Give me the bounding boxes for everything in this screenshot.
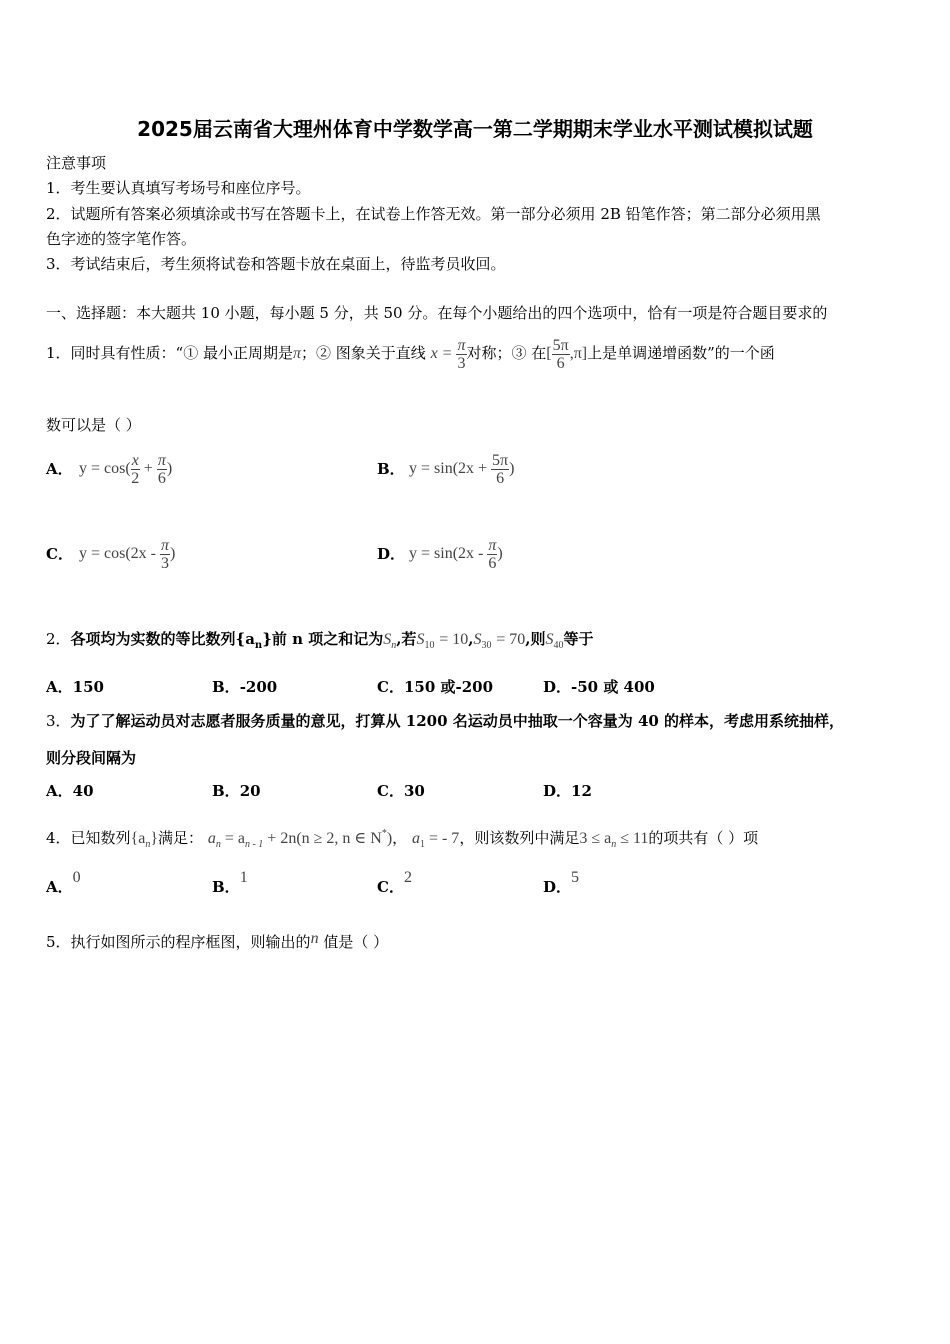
question-2: 2．各项均为实数的等比数列$\{a_n\}$前 n 项之和记为$S_n$,若$S_{10} = 10,S_{30} = 70$,则$S_{40}$等于 <box>46 630 594 651</box>
notice-item: 3．考试结束后，考生须将试卷和答题卡放在桌面上，待监考员收回。 <box>46 255 506 273</box>
option-c: C．2 <box>377 869 412 896</box>
question-number: 2． <box>46 630 71 648</box>
option-c: C． <box>46 545 73 563</box>
option-a-formula: y = cos( $\frac{x}{2}$ + $\frac{\pi}{6}$ ) <box>79 451 173 487</box>
option-b-formula: y = sin(2x + $\frac{5\pi}{6}$ ) <box>409 451 515 487</box>
math-recurrence: $a_n = a_{n - 1} + 2n(n \ge 2$, n ∈ N*) <box>207 828 393 850</box>
math-interval: [ $\frac{5\pi}{6}$ ,π] <box>546 336 588 372</box>
math-pi: π <box>293 345 302 362</box>
question-text: 同时具有性质：“① 最小正周期是 <box>70 344 293 362</box>
math-line-eq: x = $\frac{\pi}{3}$ <box>430 336 466 372</box>
math-inequality: $3 \le a_n \le 11$ <box>579 830 649 850</box>
option-d: D．-50 或 400 <box>543 678 655 696</box>
math-a1: $a_1$ = - 7 <box>411 830 460 850</box>
question-number: 3． <box>46 712 71 730</box>
option-c: C．150 或-200 <box>377 678 494 696</box>
option-c: C．30 <box>377 782 425 800</box>
option-c-formula: y = cos(2x - $\frac{\pi}{3}$ ) <box>79 536 176 572</box>
option-a: A．40 <box>46 782 94 800</box>
option-d-formula: y = sin(2x - $\frac{\pi}{6}$ ) <box>409 536 503 572</box>
question-text: 数可以是（ ） <box>46 416 141 434</box>
option-a: A．150 <box>46 678 104 696</box>
page-title: 2025届云南省大理州体育中学数学高一第二学期期末学业水平测试模拟试题 <box>137 117 813 141</box>
question-4: 4．已知数列$\{a_n\}$满足： $a_n = a_{n - 1} + 2n(n \ge 2$, n ∈ N*)， $a_1$ = - 7，则该数列中满足$3 \le a_n \le 11$的项共有（ ）项 <box>46 828 759 850</box>
option-b: B．20 <box>212 782 261 800</box>
math-sequence: $\{a_n\}$ <box>130 830 159 850</box>
notice-item: 1．考生要认真填写考场号和座位序号。 <box>46 179 311 197</box>
section-heading: 一、选择题：本大题共 10 小题，每小题 5 分，共 50 分。在每个小题给出的四个选项中，恰有一项是符合题目要求的 <box>46 304 828 322</box>
notice-item: 2．试题所有答案必须填涂或书写在答题卡上，在试卷上作答无效。第一部分必须用 2B 铅笔作答；第二部分必须用黑 <box>46 205 821 223</box>
option-d: D． <box>377 545 406 563</box>
option-a: A．0 <box>46 869 81 896</box>
question-5: 5．执行如图所示的程序框图，则输出的n 值是（ ） <box>46 930 389 951</box>
notice-item: 色字迹的签字笔作答。 <box>46 230 197 248</box>
question-number: 1． <box>46 344 71 362</box>
question-number: 5． <box>46 933 71 951</box>
option-b: B．1 <box>212 869 248 896</box>
question-text: 则分段间隔为 <box>46 749 137 767</box>
option-b: B． <box>377 460 405 478</box>
question-text: ；② 图象关于直线 <box>301 344 426 362</box>
notice-heading: 注意事项 <box>46 154 107 172</box>
question-text: 上是单调递增函数”的一个函 <box>587 344 775 362</box>
option-d: D．5 <box>543 869 580 896</box>
question-1 <box>46 333 775 373</box>
question-number: 4． <box>46 829 71 847</box>
question-3: 3．为了了解运动员对志愿者服务质量的意见，打算从 1200 名运动员中抽取一个容量为 40 的样本，考虑用系统抽样， <box>46 712 845 730</box>
option-a: A． <box>46 460 73 478</box>
option-d: D．12 <box>543 782 592 800</box>
question-text: 对称；③ 在 <box>466 344 547 362</box>
option-b: B．-200 <box>212 678 278 696</box>
